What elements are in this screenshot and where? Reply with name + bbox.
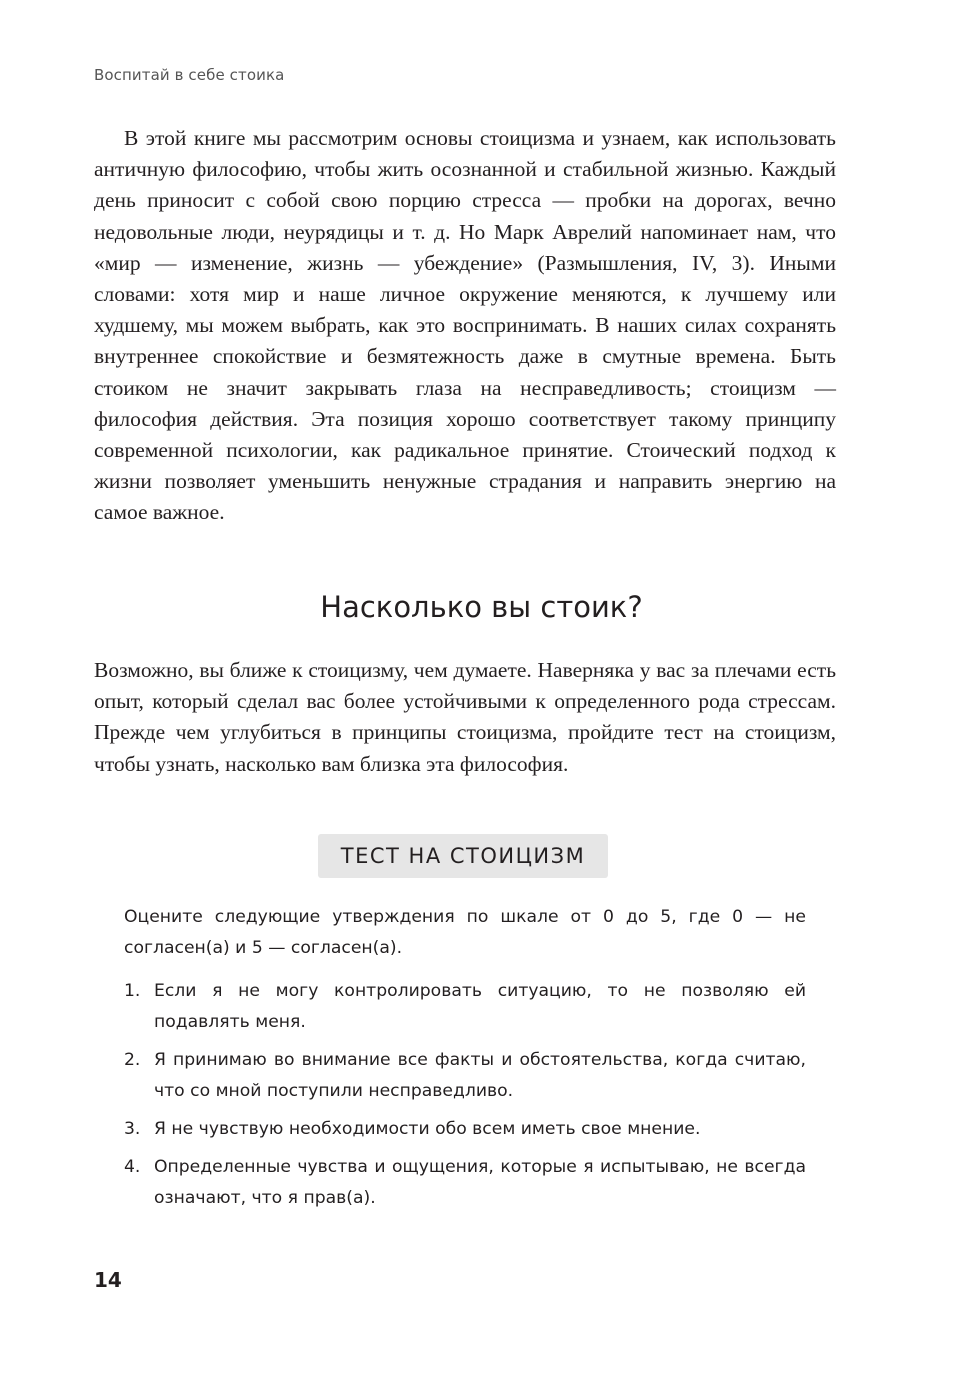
statement-number: 1. xyxy=(124,981,141,1001)
test-title-banner xyxy=(318,834,608,878)
statement-item xyxy=(124,976,806,1038)
section-paragraph: Возможно, вы ближе к стоицизму, чем думаете. Наверняка у вас за плечами есть опыт, который сделал вас более устойчивыми к определенного рода стрессам. Прежде чем углубиться в принципы стоицизма, пройдите тест на стоицизм, чтобы узнать, насколько вам близка эта философия. xyxy=(94,658,836,776)
page-number: 14 xyxy=(94,1268,122,1292)
section-heading: Насколько вы стоик? xyxy=(320,590,643,624)
statement-item xyxy=(124,1045,806,1107)
test-instructions: Оцените следующие утверждения по шкале от 0 до 5, где 0 — не согласен(а) и 5 — согласен(а). xyxy=(124,907,806,958)
statement-number: 4. xyxy=(124,1157,141,1177)
statement-number: 3. xyxy=(124,1119,141,1139)
statement-list xyxy=(124,976,806,1221)
statement-item xyxy=(124,1114,806,1145)
running-head: Воспитай в себе стоика xyxy=(94,66,285,84)
statement-item xyxy=(124,1152,806,1214)
intro-paragraph: В этой книге мы рассмотрим основы стоицизма и узнаем, как использовать античную философию, чтобы жить осознанной и стабильной жизнью. Каждый день приносит с собой свою порцию стресса — пробки на дорогах, вечно недовольные люди, неурядицы и т. д. Но Марк Аврелий напоминает нам, что «мир — изменение, жизнь — убеждение» (Размышления, IV, 3). Иными словами: хотя мир и наше личное окружение меняются, к лучшему или худшему, мы можем выбрать, как это воспринимать. В наших силах сохранять внутреннее спокойствие и безмятежность даже в смутные времена. Быть стоиком не значит закрывать глаза на несправедливость; стоицизм — философия действия. Эта позиция хорошо соответствует такому принципу современной психологии, как радикальное принятие. Стоический подход к жизни позволяет уменьшить ненужные страдания и направить энергию на самое важное. xyxy=(94,126,836,525)
statement-text: Если я не могу контролировать ситуацию, то не позволяю ей подавлять меня. xyxy=(154,981,806,1032)
test-title: ТЕСТ НА СТОИЦИЗМ xyxy=(340,844,586,868)
statement-number: 2. xyxy=(124,1050,141,1070)
statement-text: Определенные чувства и ощущения, которые я испытываю, не всегда означают, что я прав(а). xyxy=(154,1157,806,1208)
statement-text: Я принимаю во внимание все факты и обстоятельства, когда считаю, что со мной поступили несправедливо. xyxy=(154,1050,806,1101)
statement-text: Я не чувствую необходимости обо всем иметь свое мнение. xyxy=(154,1119,701,1139)
